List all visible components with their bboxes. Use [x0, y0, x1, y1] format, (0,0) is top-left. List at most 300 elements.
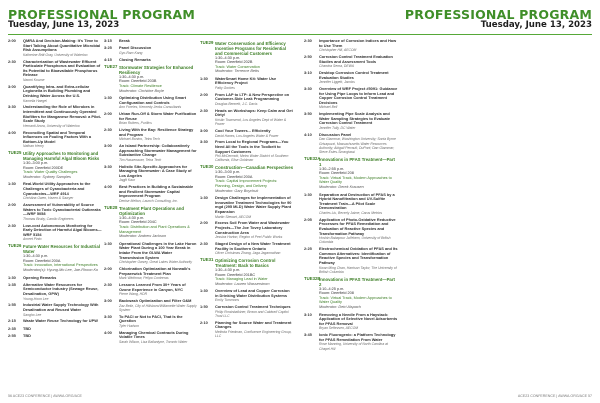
footer-text: 56 ACE23 CONFERENCE | AWWA.ORG/ACE — [8, 394, 82, 398]
schedule-item — [104, 331, 198, 344]
item-details — [23, 105, 102, 128]
item-time: 3:00 — [200, 128, 208, 134]
session-block — [304, 157, 398, 190]
session-room: Room: Deerfield 200A — [23, 258, 61, 263]
presentation-title: Chlorination Optimization at Norwalk's Preparewick Treatment Plan — [119, 265, 191, 276]
schedule-item — [8, 39, 102, 57]
presentation-title: Electrochemical Oxidation of PFAS and Its Common Alternatives: Identification of Reactive Species and Transformation Pathway — [319, 246, 398, 265]
session-room: Room: Deerfield 201BC — [215, 272, 256, 277]
presenter-name: Pierre Wang, HDR — [119, 292, 148, 297]
presenter-name: Gyo-Ram Kang — [119, 50, 143, 55]
schedule-item — [304, 333, 398, 351]
session-time: 1:30–4:30 p.m. — [215, 267, 241, 272]
presentation-title: Quantifying Intra- and Extra-cellular Legionella in Building Plumbing and Drinking Water Across the U.S. — [23, 83, 91, 98]
item-details — [119, 267, 198, 280]
item-details — [215, 242, 294, 255]
presentation-title: Waste Water Reuse Technology for UPW — [23, 318, 98, 324]
session-details — [215, 165, 294, 193]
presenter-name: Zaz Beitz, City of Hillsboro/Willamette Water Supply System — [119, 303, 197, 312]
item-details — [23, 224, 102, 242]
item-time: 1:35 — [8, 281, 16, 287]
item-details — [119, 96, 198, 109]
presentation-title: Planning for Source Water and Treatment Changes — [215, 319, 292, 330]
item-time: 3:30 — [104, 163, 112, 169]
item-details — [23, 334, 102, 339]
schedule-item — [304, 193, 398, 216]
page-footer — [8, 394, 82, 398]
presenter-name: Melinda Friedman, Confluence Engineering Group, LLC — [215, 330, 292, 339]
item-details — [23, 319, 102, 324]
presenter-name: Jagjit Kaur — [119, 178, 136, 183]
session-moderator: Moderator: Sydney Samples — [23, 174, 71, 179]
schedule-column — [200, 39, 294, 341]
session-track: Track: Distribution and Plant Operations & Management — [119, 225, 190, 234]
presenter-name: Jennifer Tully, DC Water — [319, 125, 356, 130]
presentation-title: An Island Partnership: Collaboratively Approaching Stormwater Management for Substantive Change — [119, 143, 197, 158]
schedule-item — [104, 283, 198, 296]
item-time: 3:30 — [8, 104, 16, 110]
schedule-item — [200, 140, 294, 162]
session-details — [23, 151, 102, 179]
session-title: Utility Approaches to Monitoring and Managing Harmful Algal Bloom Risks — [23, 151, 100, 162]
session-time: 3:10–4:25 p.m. — [319, 286, 345, 291]
session-room: Room: Deerfield 202B — [215, 60, 253, 65]
presentation-title: Best Practices in Building a Sustainable and Resilient Stormwater Capital Improvement Program — [119, 184, 194, 199]
schedule-item — [8, 105, 102, 128]
session-block — [304, 277, 398, 310]
item-details — [215, 196, 294, 219]
schedule-item — [200, 289, 294, 302]
presentation-title: Staged Design of a New Water Treatment Facility in Southern Ontario — [215, 240, 291, 251]
presentation-title: TBD — [23, 332, 31, 338]
item-time: 1:55 — [8, 302, 16, 308]
item-details — [319, 71, 398, 84]
item-time: 3:10 — [304, 69, 312, 75]
schedule-item — [8, 182, 102, 200]
item-time: 2:30 — [104, 281, 112, 287]
presentation-title: Separation and Destruction of PFAS by a Hybrid Nanofiltration and UV-Sulfite Treatment Train—A Pilot Scale Demonstration — [319, 191, 395, 211]
schedule-item — [104, 185, 198, 203]
session-time: 1:30–3:00 p.m. — [215, 170, 241, 175]
presentation-title: Corrosion Control Treatment Techniques — [215, 304, 291, 310]
item-details — [119, 39, 198, 44]
item-time: 1:30 — [200, 195, 208, 201]
item-details — [319, 247, 398, 274]
session-code: TUE26 — [8, 243, 22, 249]
session-details — [119, 206, 198, 239]
presenter-name: Dan Giammar, Washington University; Sonia Byrne Grisapuzzi, Massachusetts Water Resources Authority; Abigail Perrault, DuPont; Dan Giammar; Steve Estes-Smargiassi — [319, 137, 396, 154]
session-time: 1:30–4:30 p.m. — [215, 55, 241, 60]
session-title: Optimizing Corrosion Control Treatment: Back to Basics — [215, 257, 276, 268]
item-time: 2:30 — [304, 38, 312, 43]
presenter-name: Christopher Owsey, Great Lakes Water Authority — [119, 260, 193, 265]
schedule-item — [304, 218, 398, 245]
schedule-item — [200, 129, 294, 138]
session-code: TUE32B — [304, 275, 321, 281]
session-title: Construction—Canadian Perspectives — [215, 165, 294, 171]
session-block — [200, 165, 294, 193]
item-details — [119, 331, 198, 344]
schedule-item — [200, 77, 294, 90]
item-details — [23, 39, 102, 57]
item-details — [215, 321, 294, 339]
item-time: 2:25 — [304, 246, 312, 252]
session-details — [319, 157, 398, 190]
schedule-item — [104, 242, 198, 265]
presentation-title: Corrosion Control Treatment Evaluation Studies and Assessment Tools — [319, 53, 393, 64]
schedule-item — [304, 133, 398, 154]
session-block — [104, 65, 198, 93]
presenter-name: Emily Tummons — [215, 298, 240, 303]
item-details — [319, 55, 398, 68]
item-details — [215, 93, 294, 106]
schedule-item — [304, 55, 398, 68]
item-time: 4:15 — [104, 56, 112, 62]
item-time: 2:30 — [8, 58, 16, 64]
item-details — [215, 77, 294, 90]
session-track: Track: Water Conservation — [215, 64, 260, 69]
presentation-title: Design Challenges for Implementation of Innovative Treatment Technologies for 90 mgd (295 MLD) Water Water Supply Plant Expansion — [215, 195, 292, 214]
presenter-name: Ann Foreles, Kennedy Jenks Consultants — [119, 105, 182, 110]
session-title: Treatment Plant Operations and Optimization — [119, 205, 184, 216]
presentation-title: Living With the Bay: Resilience Strategy and Program — [119, 127, 194, 137]
presenter-name: Michael Bell — [319, 105, 338, 110]
presenter-name: Chandra Serna, DEWA — [319, 64, 354, 69]
presenter-name: Hoshin Babapour Ja'fekem, University of British Columbia — [319, 236, 391, 245]
presenter-name: Bryan Seftevsen, AECOM — [319, 326, 359, 331]
presentation-title: Characterization of Wastewater Effluent Particulate Phosphorus and Evaluation of Its Potential to Bioavailable Phosphorus Release — [23, 58, 101, 78]
session-title: Future Water Resources for Industrial Water — [23, 244, 100, 255]
presentation-title: Operational Challenges in the Lake Huron Water Plant During a 100 Year Break in Intake From the GLWA Water Transmission System — [119, 240, 197, 260]
item-time: 2:50 — [304, 53, 312, 59]
item-time: 1:30 — [104, 95, 112, 101]
item-time: 2:30 — [200, 240, 208, 246]
presenter-name: Thomas Bruby, Carollo Engineers — [23, 216, 74, 221]
item-details — [319, 218, 398, 245]
presentation-title: Overview of Lead and Copper Corrosion in Drinking Water Distribution Systems — [215, 288, 290, 298]
schedule-item — [8, 224, 102, 242]
session-title: Innovations in PFAS Treatment—Part 1 — [319, 156, 395, 167]
schedule-item — [8, 334, 102, 339]
presentation-title: To PACl or Not to PACl, That Is the Question — [119, 313, 183, 324]
schedule-item — [304, 112, 398, 130]
session-moderator: Moderator: Terrence Betts — [215, 69, 259, 74]
presenter-name: Oliver Christmas Zhang, Jaga Jagannathan — [215, 251, 281, 256]
presentation-title: Break — [119, 38, 130, 43]
session-moderator: Moderator(s): Hyung-Mo Lee, Jae-Rhoon Ko — [23, 267, 99, 272]
session-code: TUE31 — [200, 256, 214, 262]
presenter-name: Philip Rowinbalkiner, Brown and Caldwell Capitol Trust LLC — [215, 309, 289, 319]
item-details — [119, 144, 198, 162]
session-details — [215, 41, 294, 74]
schedule-item — [200, 93, 294, 106]
item-details — [319, 313, 398, 331]
item-time: 2:00 — [104, 265, 112, 271]
session-moderator: Moderator: Gary Boychuk — [215, 188, 259, 193]
session-moderator: Moderator: Christine Boyle — [119, 88, 164, 93]
item-details — [23, 203, 102, 221]
presentation-title: Alternative Water Resources for Semiconductor Industry (Sewage Reuse, Desalination, GPW) — [23, 281, 99, 296]
item-details — [23, 131, 102, 149]
session-room: Room: Deerfield 204C — [119, 220, 157, 225]
item-details — [23, 85, 102, 103]
presenter-name: Michael Bonino, Tetra Tech — [119, 137, 160, 142]
schedule-item — [304, 247, 398, 274]
header-divider — [300, 34, 592, 35]
presentation-title: From LAP to LTP: A New Perspective on Customer-Side Leak Programming — [215, 91, 290, 102]
presentation-title: Removing a Needle From a Haystack: Application of Selective Novel Adsorbents for PFAS Removal — [319, 311, 398, 326]
item-time: 3:15 — [104, 38, 112, 43]
item-time: 2:15 — [8, 318, 16, 324]
session-track: Track: Innovation, International Perspectives — [23, 263, 98, 268]
session-details — [119, 65, 198, 93]
session-block — [200, 258, 294, 286]
presenter-name: Jessica Horton, Region of Peel Public Works — [215, 235, 283, 240]
item-details — [23, 182, 102, 200]
item-time: 2:30 — [200, 107, 208, 113]
presentation-title: Optimizing Distribution Using Smart Configuration and Controls — [119, 95, 187, 105]
item-time: 3:30 — [304, 85, 312, 91]
presenter-name: Kwan Ming Chan, Harrison Taylor, The University of British Columbia — [319, 265, 397, 274]
session-code: TUE25 — [8, 150, 22, 156]
schedule-column — [104, 39, 198, 347]
presenter-name: Tim Hassenauer, Tetra Tech — [119, 157, 162, 162]
item-details — [215, 129, 294, 138]
presentation-title: Urban Run-Off & Storm Water Purification for Reuse — [119, 111, 197, 121]
item-details — [23, 60, 102, 83]
session-time: 1:30–4:30 p.m. — [119, 74, 145, 79]
schedule-item — [304, 87, 398, 110]
item-time: 2:55 — [8, 332, 16, 338]
schedule-item — [200, 321, 294, 339]
presenter-name: Jennifer Liggett, Jacobs — [319, 80, 355, 85]
item-time: 4:10 — [304, 131, 312, 137]
item-details — [319, 112, 398, 130]
session-title: Stormwater Strategies for Enhanced Resiliency — [119, 64, 194, 75]
schedule-item — [104, 267, 198, 280]
session-room: Room: Deerfield 200A — [215, 174, 253, 179]
item-time: 2:00 — [8, 202, 16, 208]
session-moderator: Moderator: Derek Krausen — [319, 185, 364, 190]
schedule-item — [304, 313, 398, 331]
session-track: Track: Water Quality Challenges — [23, 170, 78, 175]
presentation-title: Panel Discussion — [119, 45, 152, 51]
item-details — [215, 289, 294, 302]
page-date: Tuesday, June 13, 2023 — [8, 20, 120, 30]
right-page — [300, 0, 600, 403]
schedule-item — [200, 109, 294, 127]
session-track: Track: Capital Improvement Projects: Planning, Design, and Delivery — [215, 179, 278, 188]
session-track: Track: Virtual Track, Modern Approaches to Water Quality — [319, 295, 392, 305]
schedule-item — [104, 144, 198, 162]
schedule-item — [8, 283, 102, 301]
presentation-title: Overview of WRF Project #5091: Guidance for Using Pipe Loops to Inform Lead and Copper Corrosion Control Treatment Decisions — [319, 85, 398, 105]
session-time: 1:30–3:00 p.m. — [23, 161, 49, 166]
schedule-item — [200, 242, 294, 255]
presenter-name: Douglas Bennett, J.C. Davis — [215, 102, 258, 107]
item-time: 1:30 — [8, 274, 16, 280]
item-details — [319, 333, 398, 351]
presenter-name: Denise Melton, Launch Consulting, Inc. — [119, 199, 178, 204]
presenter-name: Sarah Wilson, Lisa Ballantyne, Toronto Water — [119, 339, 188, 344]
item-details — [215, 140, 294, 162]
item-details — [119, 283, 198, 296]
item-time: 3:50 — [304, 111, 312, 117]
presentation-title: Opening Remarks — [23, 274, 57, 280]
session-code: TUE30 — [200, 164, 214, 170]
session-block — [104, 206, 198, 239]
item-time: 1:30 — [200, 75, 208, 81]
presenter-name: Martin Stewart, AECOM — [215, 214, 252, 219]
item-details — [23, 303, 102, 316]
session-moderator: Moderator: Andrew Jackson — [119, 234, 167, 239]
schedule-item — [200, 221, 294, 239]
schedule-column — [8, 39, 102, 341]
schedule-item — [104, 58, 198, 63]
item-time: 3:00 — [104, 297, 112, 303]
presentation-title: Assessment of Vulnerability of Source Waters to Toxic Cyanobacterial Outbreaks—WRF 5058 — [23, 202, 101, 217]
item-time: 1:50 — [200, 304, 208, 310]
session-code: TUE32A — [304, 155, 321, 161]
schedule-item — [8, 276, 102, 281]
presentation-title: Cool Your Towers... Efficiently — [215, 128, 271, 134]
presenter-name: Brian Rutters, Purifics — [119, 121, 152, 126]
item-time: 2:35 — [8, 325, 16, 331]
item-details — [319, 133, 398, 154]
schedule-item — [8, 131, 102, 149]
schedule-item — [8, 319, 102, 324]
schedule-item — [200, 305, 294, 318]
presentation-title: Ionic Fluorogenic: a Platform Technology for PFAS Remediation From Water — [319, 332, 396, 342]
item-time: 1:30 — [8, 181, 16, 187]
presenter-name: Hemanti Arora, University of Waterloo — [23, 123, 80, 128]
session-room: Room: Deerfield 208 — [319, 291, 354, 296]
presentation-title: Reconciling Spatial and Temporal Influences on Fouling Factors With a Bottom-Up Model — [23, 129, 92, 144]
session-title: Innovations in PFAS Treatment—Part 2 — [319, 276, 395, 287]
session-details — [23, 244, 102, 272]
schedule-item — [8, 60, 102, 83]
session-details — [215, 258, 294, 286]
presenter-name: David Hanes, Los Angeles Water & Power — [215, 133, 279, 138]
session-title: Water Conservation and Efficiency Incentive Programs for Residential and Commercial Customers — [215, 40, 286, 56]
item-time: 3:00 — [8, 83, 16, 89]
schedule-item — [104, 165, 198, 183]
schedule-item — [104, 128, 198, 141]
item-details — [119, 46, 198, 55]
session-time: 1:30–2:55 p.m. — [319, 166, 345, 171]
presenter-name: Naomi Koume — [23, 77, 45, 82]
presentation-title: Application of Photo-Oxidative Reductive Processes for PFAS Remediation and Evaluation of Reactive Species and Transformation Pathway — [319, 216, 396, 236]
presenter-name: Phil McDermott, Metro Water District of Southern California, Elise Goldman — [215, 154, 289, 163]
presentation-title: Real-World Utility Approaches to the Challenges of Cyanobacteria and Cyanotoxins—WRF 4914 — [23, 181, 91, 196]
presenter-name: Nathan Henry — [23, 144, 44, 149]
session-moderator: Moderator: Lauren Wasserstrom — [215, 281, 270, 286]
presentation-title: Desktop Corrosion Control Treatment Evaluation Studies — [319, 69, 389, 80]
item-details — [119, 242, 198, 265]
item-time: 2:00 — [200, 220, 208, 226]
presentation-title: WaterSmart Home Kit: Water Use Efficiency Project — [215, 75, 277, 86]
schedule-item — [8, 303, 102, 316]
item-time: 2:00 — [104, 111, 112, 117]
schedule-item — [8, 203, 102, 221]
item-details — [119, 58, 198, 63]
session-code: TUE27 — [104, 63, 118, 69]
item-details — [119, 165, 198, 183]
item-time: 3:00 — [104, 143, 112, 149]
presenter-name: Ameet Pinto — [23, 237, 42, 242]
presentation-title: TBD — [23, 325, 31, 331]
session-moderator: Moderator: Detri Alspach — [319, 304, 361, 309]
schedule-item — [8, 85, 102, 103]
item-details — [119, 315, 198, 328]
presentation-title: Discussion Panel — [319, 131, 352, 137]
session-code: TUE28 — [104, 204, 118, 210]
item-details — [215, 221, 294, 239]
presentation-title: Industrial Water Supply Technology With Desalination and Reused Water — [23, 302, 99, 312]
presentation-title: Backwash Optimization and Filter O&M — [119, 297, 192, 303]
item-details — [119, 299, 198, 312]
presenter-name: Tyler Hudson — [119, 323, 139, 328]
presenter-name: Charles Liu, Beverly Jaime, Carus Metrics — [319, 211, 383, 216]
item-details — [119, 185, 198, 203]
presentation-title: Importance of Corrosion Indices and How to Use Them — [319, 38, 397, 48]
item-details — [319, 193, 398, 216]
item-details — [319, 87, 398, 110]
item-time: 2:10 — [200, 319, 208, 325]
item-time: 3:10 — [304, 311, 312, 317]
item-details — [23, 276, 102, 281]
presentation-title: Managing Chemical Contracts During Volatile Times — [119, 329, 189, 340]
session-room: Room: Deerfield 208 — [319, 171, 354, 176]
schedule-item — [304, 71, 398, 84]
schedule-column — [304, 39, 398, 353]
item-time: 2:00 — [8, 38, 16, 43]
item-details — [23, 283, 102, 301]
presentation-title: From Local to Regional Programs—You Need All the Tools in the Toolbelt to Support Customers — [215, 139, 289, 154]
presenter-name: Rose Manning, University of North Carolina at Chapel Hill — [319, 342, 388, 351]
item-details — [119, 128, 198, 141]
presentation-title: Understanding the Role of Microbes in Intermittent and Continuously Operated Biofilters for Manganese Removal: a Pilot-Scale Study — [23, 104, 102, 124]
presentation-title: Low-cost Autonomous Monitoring for Early Detection of Harmful Algal Blooms—WRF 5154 — [23, 222, 102, 237]
session-code: TUE29 — [200, 39, 214, 45]
item-details — [215, 305, 294, 318]
session-block — [200, 41, 294, 74]
schedule-item — [104, 96, 198, 109]
session-details — [319, 277, 398, 310]
page-title: PROFESSIONAL PROGRAM — [404, 7, 592, 22]
presenter-name: Young-Hoon Lee — [23, 296, 49, 301]
item-time: 4:00 — [8, 129, 16, 135]
presenter-name: Kristin Townsend, Los Angeles Dept of Water & Power — [215, 118, 287, 127]
item-details — [23, 327, 102, 332]
schedule-item — [104, 112, 198, 125]
session-block — [8, 244, 102, 272]
item-time: 2:05 — [304, 216, 312, 222]
session-time: 1:30–4:30 p.m. — [119, 215, 145, 220]
session-block — [8, 151, 102, 179]
schedule-item — [104, 315, 198, 328]
footer-text: ACE23 CONFERENCE | AWWA.ORG/ACE 57 — [517, 394, 592, 398]
presentation-title: Holistic Site-Specific Approaches for Managing Stormwater: A Case Study of Los Angeles — [119, 163, 192, 178]
page-date: Tuesday, June 13, 2023 — [480, 20, 592, 30]
item-time: 1:30 — [200, 288, 208, 294]
presentation-title: Implementing Pipe Scale Analysis and Water Sampling Strategies to Evaluate Corrosion Control Treatment — [319, 111, 390, 126]
presenter-name: Katherine Britt Gray, University of Waterloo — [23, 52, 88, 57]
schedule-item — [8, 327, 102, 332]
item-time: 2:30 — [104, 127, 112, 133]
presentation-title: QMRA And Decision-Making: It's Time to Start Talking About Quantitative Microbial Risk Assumptions — [23, 38, 101, 53]
presentation-title: Closing Remarks — [119, 56, 151, 62]
